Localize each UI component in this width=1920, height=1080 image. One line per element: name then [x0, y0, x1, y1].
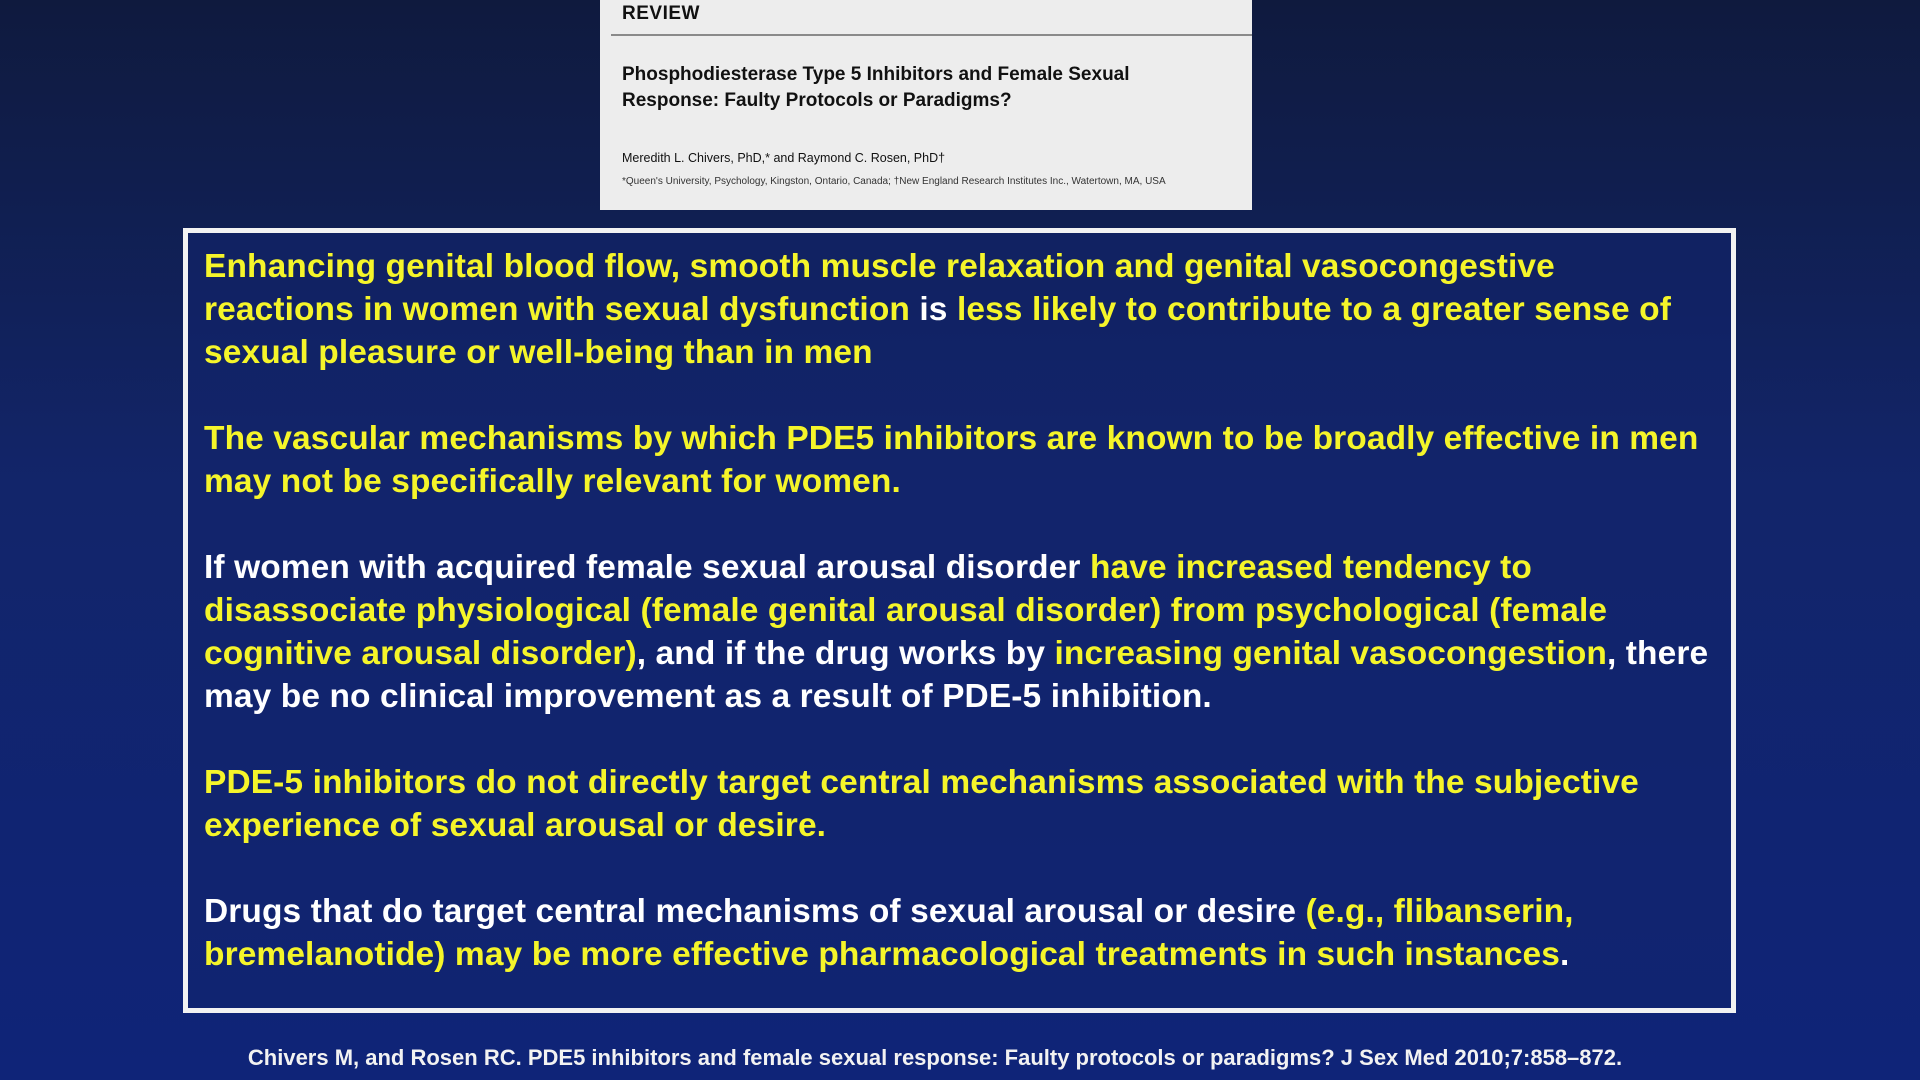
article-title: Phosphodiesterase Type 5 Inhibitors and Female Sexual Response: Faulty Protocols or Paradigms? — [622, 64, 1130, 111]
article-authors: Meredith L. Chivers, PhD,* and Raymond C. Rosen, PhD† — [622, 151, 946, 165]
paragraph-2-segment-1: The vascular mechanisms by which PDE5 inhibitors are known to be broadly effective in men may not be specifically relevant for women. — [204, 420, 1699, 500]
paragraph-5-segment-2: (e.g., flibanserin, bremelanotide) may be more effective pharmacological treatments in such instances — [204, 893, 1574, 973]
paragraph-1-segment-2: is — [909, 291, 957, 328]
paragraph-3-segment-1: If women with acquired female sexual arousal disorder — [204, 549, 1090, 586]
paragraph-1 — [204, 245, 1713, 374]
article-header-card — [600, 0, 1252, 210]
article-section-label: REVIEW — [611, 0, 1252, 36]
paragraph-3-segment-4: increasing genital vasocongestion — [1054, 635, 1607, 672]
paragraph-5-segment-3: . — [1559, 936, 1570, 973]
paragraph-1-segment-1: Enhancing genital blood flow, smooth muscle relaxation and genital vasocongestive reactions in women with sexual dysfunction — [204, 248, 1555, 328]
article-affiliations: *Queen's University, Psychology, Kingston, Ontario, Canada; †New England Research Institutes Inc., Watertown, MA, USA — [622, 176, 1166, 187]
citation-footer: Chivers M, and Rosen RC. PDE5 inhibitors and female sexual response: Faulty protocols or paradigms? J Sex Med 2010;7:858–872. — [247, 1045, 1623, 1070]
paragraph-4 — [204, 761, 1713, 847]
paragraph-4-segment-1: PDE-5 inhibitors do not directly target central mechanisms associated with the subjective experience of sexual arousal or desire. — [204, 764, 1639, 844]
paragraph-3-segment-5: , there may be no clinical improvement as a result of PDE-5 inhibition. — [204, 635, 1709, 715]
paragraph-3-segment-2: have increased tendency to disassociate physiological (female genital arousal disorder) from psychological (female cognitive arousal disorder) — [204, 549, 1608, 672]
paragraph-3-segment-3: , and if the drug works by — [636, 635, 1055, 672]
paragraph-5 — [204, 890, 1713, 976]
key-points-box — [183, 228, 1736, 1013]
paragraph-3 — [204, 546, 1713, 718]
paragraph-1-segment-3: less likely to contribute to a greater sense of sexual pleasure or well-being than in men — [204, 291, 1671, 371]
paragraph-5-segment-1: Drugs that do target central mechanisms of sexual arousal or desire — [204, 893, 1306, 930]
paragraph-2 — [204, 417, 1713, 503]
